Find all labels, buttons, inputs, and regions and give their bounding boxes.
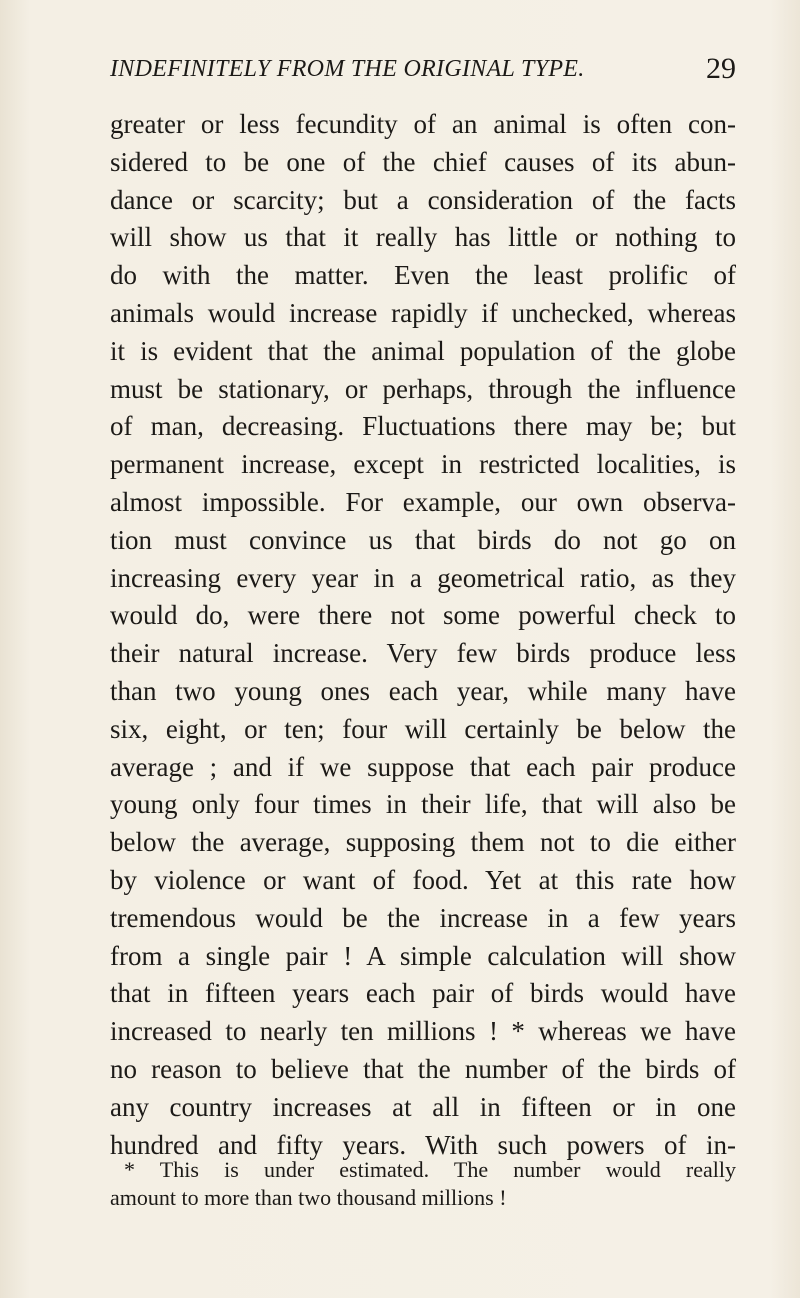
text-line: it is evident that the animal population of the globe (110, 335, 736, 366)
text-line: greater or less fecundity of an animal is often con- (110, 109, 736, 139)
text-line: sidered to be one of the chief causes of its abun- (110, 146, 736, 177)
text-line: permanent increase, except in restricted localities, is (110, 449, 736, 480)
text-line: increasing every year in a geometrical ratio, as they (110, 562, 736, 593)
text-line: average ; and if we suppose that each pair produce (110, 751, 736, 782)
text-line: animals would increase rapidly if unchecked, whereas (110, 297, 736, 328)
footnote-line: amount to more than two thousand millions ! (110, 1185, 507, 1210)
text-line: tion must convince us that birds do not go on (110, 524, 736, 555)
text-line: increased to nearly ten millions ! * whereas we have (110, 1016, 736, 1047)
text-line: no reason to believe that the number of the birds of (110, 1053, 736, 1084)
body-text (110, 106, 736, 1164)
text-line: than two young ones each year, while many have (110, 675, 736, 706)
text-line: dance or scarcity; but a consideration of the facts (110, 184, 736, 215)
page-header (110, 52, 736, 90)
text-line: from a single pair ! A simple calculation will show (110, 940, 736, 971)
text-line: hundred and fifty years. With such powers of in- (110, 1129, 736, 1160)
text-line: will show us that it really has little or nothing to (110, 222, 736, 253)
text-line: would do, were there not some powerful check to (110, 600, 736, 631)
text-line: young only four times in their life, that will also be (110, 789, 736, 820)
text-line: any country increases at all in fifteen or in one (110, 1091, 736, 1122)
text-line: below the average, supposing them not to die either (110, 827, 736, 858)
running-head: INDEFINITELY FROM THE ORIGINAL TYPE. (110, 56, 585, 82)
text-line: six, eight, or ten; four will certainly be below the (110, 713, 736, 744)
text-line: of man, decreasing. Fluctuations there may be; but (110, 411, 736, 442)
text-line: by violence or want of food. Yet at this rate how (110, 864, 736, 895)
text-line: must be stationary, or perhaps, through the influence (110, 373, 736, 404)
footnote-line: * This is under estimated. The number would really (124, 1157, 736, 1182)
page-number: 29 (706, 52, 736, 85)
text-line: their natural increase. Very few birds produce less (110, 638, 736, 669)
text-line: do with the matter. Even the least prolific of (110, 260, 736, 291)
footnote (110, 1156, 736, 1212)
text-line: almost impossible. For example, our own observa- (110, 486, 736, 517)
text-line: tremendous would be the increase in a few years (110, 902, 736, 933)
text-line: that in fifteen years each pair of birds would have (110, 978, 736, 1009)
